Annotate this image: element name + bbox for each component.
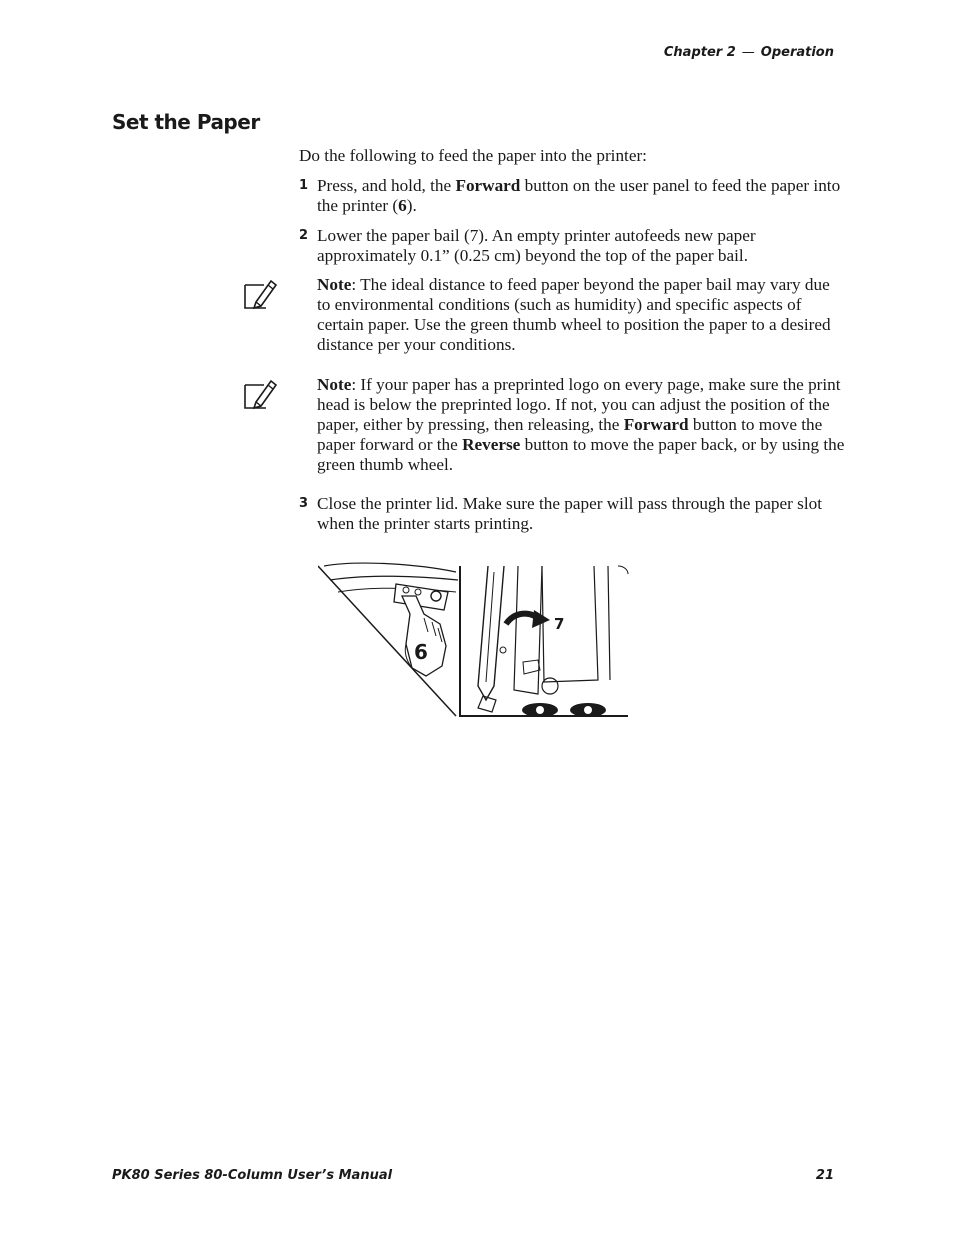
step-2	[299, 226, 844, 266]
intro-paragraph: Do the following to feed the paper into the printer:	[299, 146, 647, 165]
note-pencil-icon	[242, 375, 280, 411]
printer-illustration	[318, 562, 630, 718]
step-3	[299, 494, 844, 534]
forward-button-ref: Forward	[623, 415, 689, 434]
step-number: 1	[299, 178, 309, 193]
paper-bail-drawing	[478, 566, 628, 717]
note-text: Note: The ideal distance to feed paper beyond the paper bail may vary due to environmental conditions (such as humidity) and specific aspects of certain paper. Use the green thumb wheel to position the paper to a desired distance per your conditions.	[317, 275, 831, 354]
footer-manual-title: PK80 Series 80-Column User’s Manual	[112, 1168, 393, 1183]
note-2	[242, 375, 847, 475]
reverse-button-ref: Reverse	[462, 435, 521, 454]
step-text: Press, and hold, the Forward button on the user panel to feed the paper into the printer (6).	[317, 176, 841, 215]
control-panel-drawing	[318, 563, 458, 716]
step-text: Close the printer lid. Make sure the paper will pass through the paper slot when the printer starts printing.	[317, 494, 823, 533]
step-1	[299, 176, 844, 216]
header-separator: —	[741, 45, 755, 60]
header-section: Operation	[760, 45, 834, 60]
running-header	[664, 45, 834, 60]
section-title: Set the Paper	[112, 110, 260, 134]
step-text: Lower the paper bail (7). An empty printer autofeeds new paper approximately 0.1” (0.25 cm) beyond the top of the paper bail.	[317, 226, 756, 265]
note-pencil-icon	[242, 275, 280, 311]
forward-button-ref: Forward	[455, 176, 521, 195]
step-number: 3	[299, 496, 309, 511]
callout-6: 6	[414, 640, 428, 664]
header-chapter: Chapter 2	[663, 45, 736, 60]
step-number: 2	[299, 228, 309, 243]
callout-ref: 6	[398, 196, 407, 215]
note-label: Note	[317, 375, 352, 394]
note-1	[242, 275, 847, 355]
callout-7: 7	[554, 615, 565, 633]
note-text: Note: If your paper has a preprinted logo on every page, make sure the print head is below the preprinted logo. If not, you can adjust the position of the paper, either by pressing, then releasing, the Forward button to move the paper forward or the Reverse button to move the paper back, or by using the green thumb wheel.	[317, 375, 845, 474]
note-label: Note	[317, 275, 352, 294]
page-number: 21	[815, 1168, 834, 1183]
